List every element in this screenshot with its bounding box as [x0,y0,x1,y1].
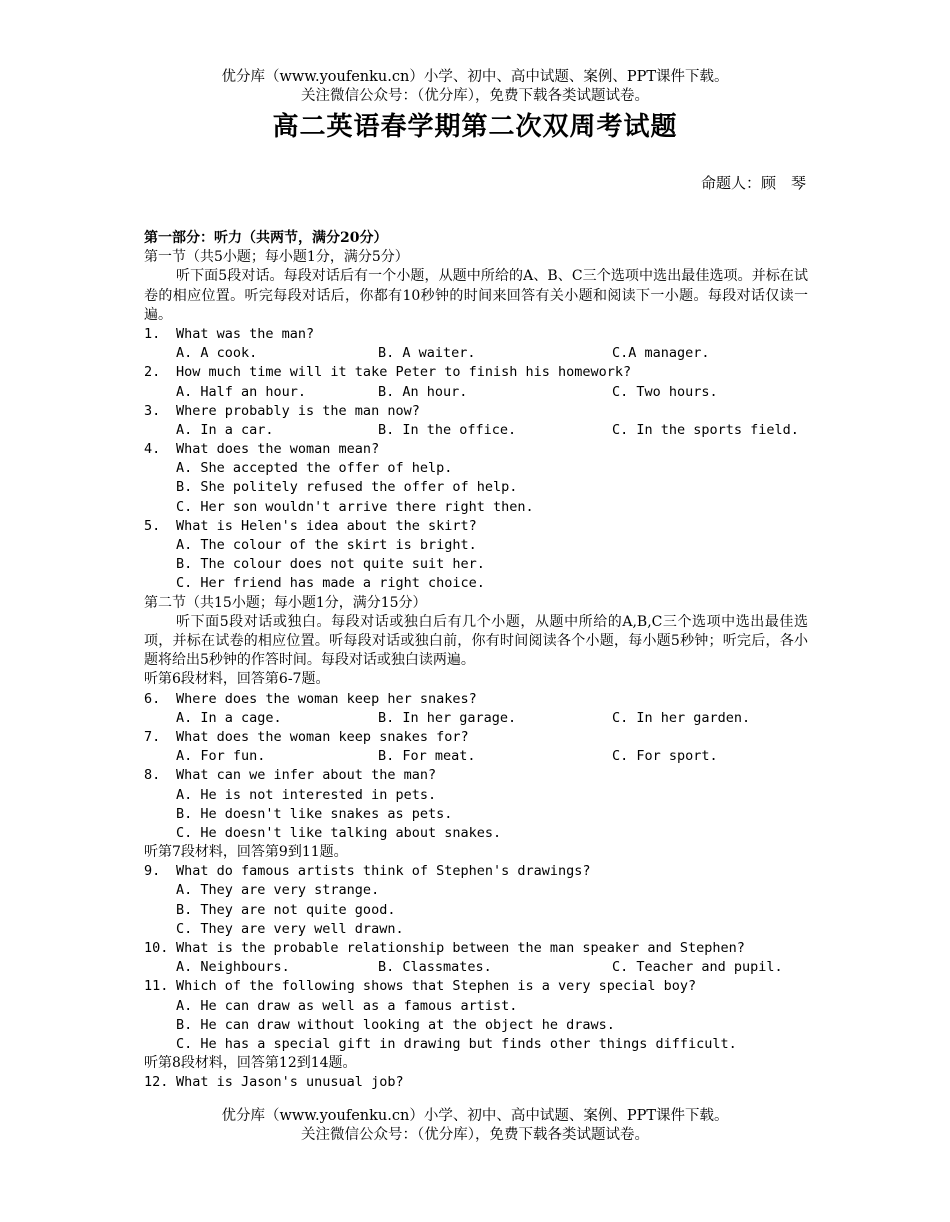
option-c: C. Two hours. [612,383,718,400]
section1-questions [144,325,808,594]
option-a: A. He can draw as well as a famous artist. [176,997,518,1014]
material-8-note: 听第8段材料，回答第12到14题。 [144,1055,357,1072]
author: 命题人：顾 琴 [700,174,806,192]
option-a: A. In a cage. [176,709,282,726]
option-c: C. In her garden. [612,709,751,726]
option-b: B. She politely refused the offer of help. [176,479,518,496]
question-5 [144,517,808,536]
exam-content [144,229,808,1093]
option-c: C. They are very well drawn. [176,920,404,937]
header-line-2: 关注微信公众号：（优分库），免费下载各类试题试卷。 [301,88,649,104]
option-c: C. He has a special gift in drawing but finds other things difficult. [176,1035,737,1052]
option-c: C. In the sports field. [612,421,799,438]
question-3 [144,402,808,421]
question-number: 6. [144,690,161,707]
option-a: A. Half an hour. [176,383,307,400]
option-b: B. For meat. [378,748,476,765]
option-a: A. He is not interested in pets. [176,786,437,803]
question-number: 11. [144,978,169,995]
option-b: B. A waiter. [378,345,476,362]
option-a: A. A cook. [176,345,258,362]
question-4 [144,440,808,459]
option-a: A. Neighbours. [176,959,290,976]
question-number: 2. [144,364,161,381]
section2-questions-a [144,690,808,844]
options-6 [144,709,808,728]
option-b: B. An hour. [378,383,468,400]
question-12 [144,1073,808,1092]
option-b: B. The colour does not quite suit her. [176,556,485,573]
option-a: A. For fun. [176,748,266,765]
option-b: B. He can draw without looking at the object he draws. [176,1016,615,1033]
page-header [0,68,950,106]
question-text: How much time will it take Peter to finish his homework? [176,364,632,381]
question-number: 1. [144,325,161,342]
footer-line-1: 优分库（www.youfenku.cn）小学、初中、高中试题、案例、PPT课件下载。 [221,1108,729,1124]
question-8 [144,766,808,785]
option-b: B. They are not quite good. [176,901,396,918]
question-11 [144,977,808,996]
question-text: What is Jason's unusual job? [176,1074,404,1091]
footer-line-2: 关注微信公众号：（优分库），免费下载各类试题试卷。 [301,1127,649,1143]
question-text: What is Helen's idea about the skirt? [176,517,477,534]
question-text: Where probably is the man now? [176,402,420,419]
question-9 [144,862,808,881]
material-6-note: 听第6段材料，回答第6-7题。 [144,671,330,688]
page-title: 高二英语春学期第二次双周考试题 [272,112,678,142]
question-text: What was the man? [176,325,315,342]
option-b: B. Classmates. [378,959,492,976]
question-number: 5. [144,517,161,534]
options-2 [144,383,808,402]
question-text: Which of the following shows that Stephen is a very special boy? [176,978,697,995]
section2-questions-b [144,862,808,1054]
question-number: 7. [144,728,161,745]
section2-instructions: 听下面5段对话或独白。每段对话或独白后有几个小题，从题中所给的A,B,C三个选项中选出最佳选项，并标在试卷的相应位置。听每段对话或独白前，你有时间阅读各个小题，每小题5秒钟；听完后，各小题将给出5秒钟的作答时间。每段对话或独白读两遍。 [144,613,808,669]
option-c: C. For sport. [612,748,718,765]
section1-instructions: 听下面5段对话。每段对话后有一个小题，从题中所给的A、B、C三个选项中选出最佳选项。并标在试卷的相应位置。听完每段对话后，你都有10秒钟的时间来回答有关小题和阅读下一小题。每段对话仅读一遍。 [144,268,808,323]
section1-heading: 第一节（共5小题；每小题1分，满分5分） [144,249,409,266]
option-a: A. The colour of the skirt is bright. [176,537,477,554]
question-number: 9. [144,863,161,880]
question-1 [144,325,808,344]
question-2 [144,363,808,382]
question-number: 8. [144,767,161,784]
question-7 [144,728,808,747]
option-c: C. Her friend has made a right choice. [176,575,485,592]
question-number: 12. [144,1074,169,1091]
option-b: B. In her garage. [378,709,517,726]
question-number: 3. [144,402,161,419]
question-text: What can we infer about the man? [176,767,437,784]
question-text: What do famous artists think of Stephen's drawings? [176,863,591,880]
options-1 [144,344,808,363]
options-10 [144,958,808,977]
option-b: B. In the office. [378,421,517,438]
question-10 [144,939,808,958]
header-line-1: 优分库（www.youfenku.cn）小学、初中、高中试题、案例、PPT课件下载。 [221,69,729,85]
question-number: 10. [144,940,169,957]
section2-heading: 第二节（共15小题；每小题1分，满分15分） [144,594,427,611]
page-footer [0,1107,950,1145]
material-7-note: 听第7段材料，回答第9到11题。 [144,844,348,861]
options-3 [144,421,808,440]
question-number: 4. [144,441,161,458]
section2-questions-c [144,1073,808,1092]
option-b: B. He doesn't like snakes as pets. [176,805,453,822]
question-6 [144,690,808,709]
options-7 [144,747,808,766]
question-text: What is the probable relationship between the man speaker and Stephen? [176,940,745,957]
option-a: A. In a car. [176,421,274,438]
question-text: What does the woman keep snakes for? [176,728,469,745]
option-c: C. Her son wouldn't arrive there right then. [176,498,534,515]
option-a: A. She accepted the offer of help. [176,460,453,477]
option-c: C. Teacher and pupil. [612,959,783,976]
question-text: What does the woman mean? [176,441,380,458]
option-a: A. They are very strange. [176,882,380,899]
question-text: Where does the woman keep her snakes? [176,690,477,707]
option-c: C.A manager. [612,345,710,362]
option-c: C. He doesn't like talking about snakes. [176,824,502,841]
part1-heading: 第一部分：听力（共两节，满分20分） [144,230,388,246]
